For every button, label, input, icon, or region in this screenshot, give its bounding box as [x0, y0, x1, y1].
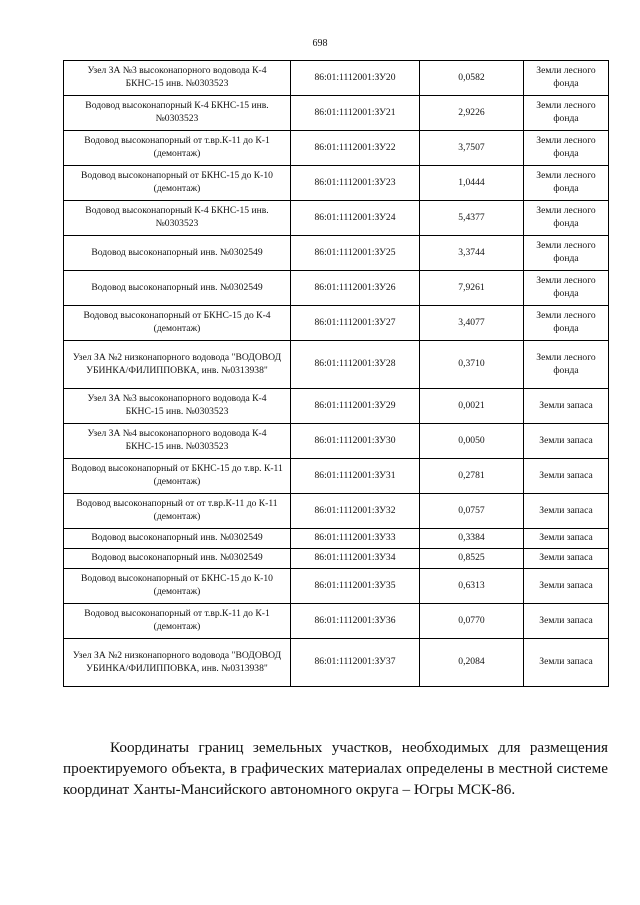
table-row	[64, 236, 609, 271]
land-category-cell: Земли запаса	[524, 639, 609, 687]
land-category-cell: Земли запаса	[524, 529, 609, 549]
cadastral-number-cell: 86:01:1112001:ЗУ27	[291, 306, 420, 341]
page-number: 698	[312, 38, 328, 49]
area-cell: 0,8525	[420, 549, 524, 569]
land-category-cell: Земли запаса	[524, 494, 609, 529]
object-name-cell: Узел ЗА №2 низконапорного водовода "ВОДОВОД УБИНКА/ФИЛИППОВКА, инв. №0313938"	[64, 639, 291, 687]
table-row	[64, 459, 609, 494]
table-body	[64, 61, 609, 687]
area-cell: 0,0770	[420, 604, 524, 639]
coordinates-paragraph: Координаты границ земельных участков, необходимых для размещения проектируемого объекта, в графических материалах определены в местной системе координат Ханты-Мансийского автономного округа – Югры МСК-86.	[63, 739, 608, 799]
table-row	[64, 569, 609, 604]
object-name-cell: Водовод высоконапорный К-4 БКНС-15 инв. №0303523	[64, 96, 291, 131]
land-category-cell: Земли лесного фонда	[524, 131, 609, 166]
cadastral-number-cell: 86:01:1112001:ЗУ29	[291, 389, 420, 424]
table-row	[64, 639, 609, 687]
table-row	[64, 341, 609, 389]
land-category-cell: Земли лесного фонда	[524, 61, 609, 96]
object-name-cell: Водовод высоконапорный от БКНС-15 до т.вр. К-11 (демонтаж)	[64, 459, 291, 494]
cadastral-number-cell: 86:01:1112001:ЗУ21	[291, 96, 420, 131]
area-cell: 0,2781	[420, 459, 524, 494]
area-cell: 3,4077	[420, 306, 524, 341]
table-row	[64, 306, 609, 341]
cadastral-number-cell: 86:01:1112001:ЗУ32	[291, 494, 420, 529]
area-cell: 1,0444	[420, 166, 524, 201]
land-category-cell: Земли лесного фонда	[524, 201, 609, 236]
cadastral-number-cell: 86:01:1112001:ЗУ28	[291, 341, 420, 389]
cadastral-number-cell: 86:01:1112001:ЗУ25	[291, 236, 420, 271]
cadastral-number-cell: 86:01:1112001:ЗУ24	[291, 201, 420, 236]
cadastral-number-cell: 86:01:1112001:ЗУ35	[291, 569, 420, 604]
table-row	[64, 389, 609, 424]
land-category-cell: Земли запаса	[524, 549, 609, 569]
area-cell: 5,4377	[420, 201, 524, 236]
land-category-cell: Земли запаса	[524, 389, 609, 424]
object-name-cell: Водовод высоконапорный от т.вр.К-11 до К-1 (демонтаж)	[64, 604, 291, 639]
cadastral-number-cell: 86:01:1112001:ЗУ34	[291, 549, 420, 569]
object-name-cell: Водовод высоконапорный К-4 БКНС-15 инв. №0303523	[64, 201, 291, 236]
cadastral-number-cell: 86:01:1112001:ЗУ33	[291, 529, 420, 549]
table-row	[64, 494, 609, 529]
land-plots-table	[63, 60, 609, 687]
area-cell: 3,3744	[420, 236, 524, 271]
area-cell: 7,9261	[420, 271, 524, 306]
cadastral-number-cell: 86:01:1112001:ЗУ22	[291, 131, 420, 166]
object-name-cell: Узел ЗА №3 высоконапорного водовода К-4 БКНС-15 инв. №0303523	[64, 61, 291, 96]
table-row	[64, 529, 609, 549]
land-category-cell: Земли запаса	[524, 424, 609, 459]
table-row	[64, 166, 609, 201]
object-name-cell: Водовод высоконапорный от БКНС-15 до К-10 (демонтаж)	[64, 166, 291, 201]
object-name-cell: Водовод высоконапорный инв. №0302549	[64, 236, 291, 271]
area-cell: 0,3710	[420, 341, 524, 389]
table-row	[64, 604, 609, 639]
table-row	[64, 201, 609, 236]
table-row	[64, 131, 609, 166]
area-cell: 0,0021	[420, 389, 524, 424]
object-name-cell: Узел ЗА №4 высоконапорного водовода К-4 БКНС-15 инв. №0303523	[64, 424, 291, 459]
cadastral-number-cell: 86:01:1112001:ЗУ36	[291, 604, 420, 639]
object-name-cell: Водовод высоконапорный от т.вр.К-11 до К-1 (демонтаж)	[64, 131, 291, 166]
land-category-cell: Земли запаса	[524, 459, 609, 494]
land-category-cell: Земли запаса	[524, 604, 609, 639]
object-name-cell: Водовод высоконапорный инв. №0302549	[64, 549, 291, 569]
object-name-cell: Узел ЗА №2 низконапорного водовода "ВОДОВОД УБИНКА/ФИЛИППОВКА, инв. №0313938"	[64, 341, 291, 389]
land-category-cell: Земли лесного фонда	[524, 96, 609, 131]
table-row	[64, 424, 609, 459]
area-cell: 0,6313	[420, 569, 524, 604]
land-category-cell: Земли лесного фонда	[524, 271, 609, 306]
object-name-cell: Водовод высоконапорный от от т.вр.К-11 до К-11 (демонтаж)	[64, 494, 291, 529]
cadastral-number-cell: 86:01:1112001:ЗУ30	[291, 424, 420, 459]
table-row	[64, 61, 609, 96]
land-category-cell: Земли лесного фонда	[524, 166, 609, 201]
area-cell: 0,0050	[420, 424, 524, 459]
object-name-cell: Водовод высоконапорный инв. №0302549	[64, 271, 291, 306]
land-category-cell: Земли запаса	[524, 569, 609, 604]
land-category-cell: Земли лесного фонда	[524, 341, 609, 389]
area-cell: 0,0582	[420, 61, 524, 96]
area-cell: 0,2084	[420, 639, 524, 687]
land-category-cell: Земли лесного фонда	[524, 306, 609, 341]
object-name-cell: Узел ЗА №3 высоконапорного водовода К-4 БКНС-15 инв. №0303523	[64, 389, 291, 424]
area-cell: 2,9226	[420, 96, 524, 131]
table-row	[64, 96, 609, 131]
area-cell: 0,0757	[420, 494, 524, 529]
table-row	[64, 549, 609, 569]
land-category-cell: Земли лесного фонда	[524, 236, 609, 271]
cadastral-number-cell: 86:01:1112001:ЗУ20	[291, 61, 420, 96]
cadastral-number-cell: 86:01:1112001:ЗУ26	[291, 271, 420, 306]
area-cell: 3,7507	[420, 131, 524, 166]
object-name-cell: Водовод высоконапорный от БКНС-15 до К-4 (демонтаж)	[64, 306, 291, 341]
table-row	[64, 271, 609, 306]
area-cell: 0,3384	[420, 529, 524, 549]
cadastral-number-cell: 86:01:1112001:ЗУ23	[291, 166, 420, 201]
object-name-cell: Водовод высоконапорный от БКНС-15 до К-10 (демонтаж)	[64, 569, 291, 604]
cadastral-number-cell: 86:01:1112001:ЗУ37	[291, 639, 420, 687]
object-name-cell: Водовод высоконапорный инв. №0302549	[64, 529, 291, 549]
cadastral-number-cell: 86:01:1112001:ЗУ31	[291, 459, 420, 494]
